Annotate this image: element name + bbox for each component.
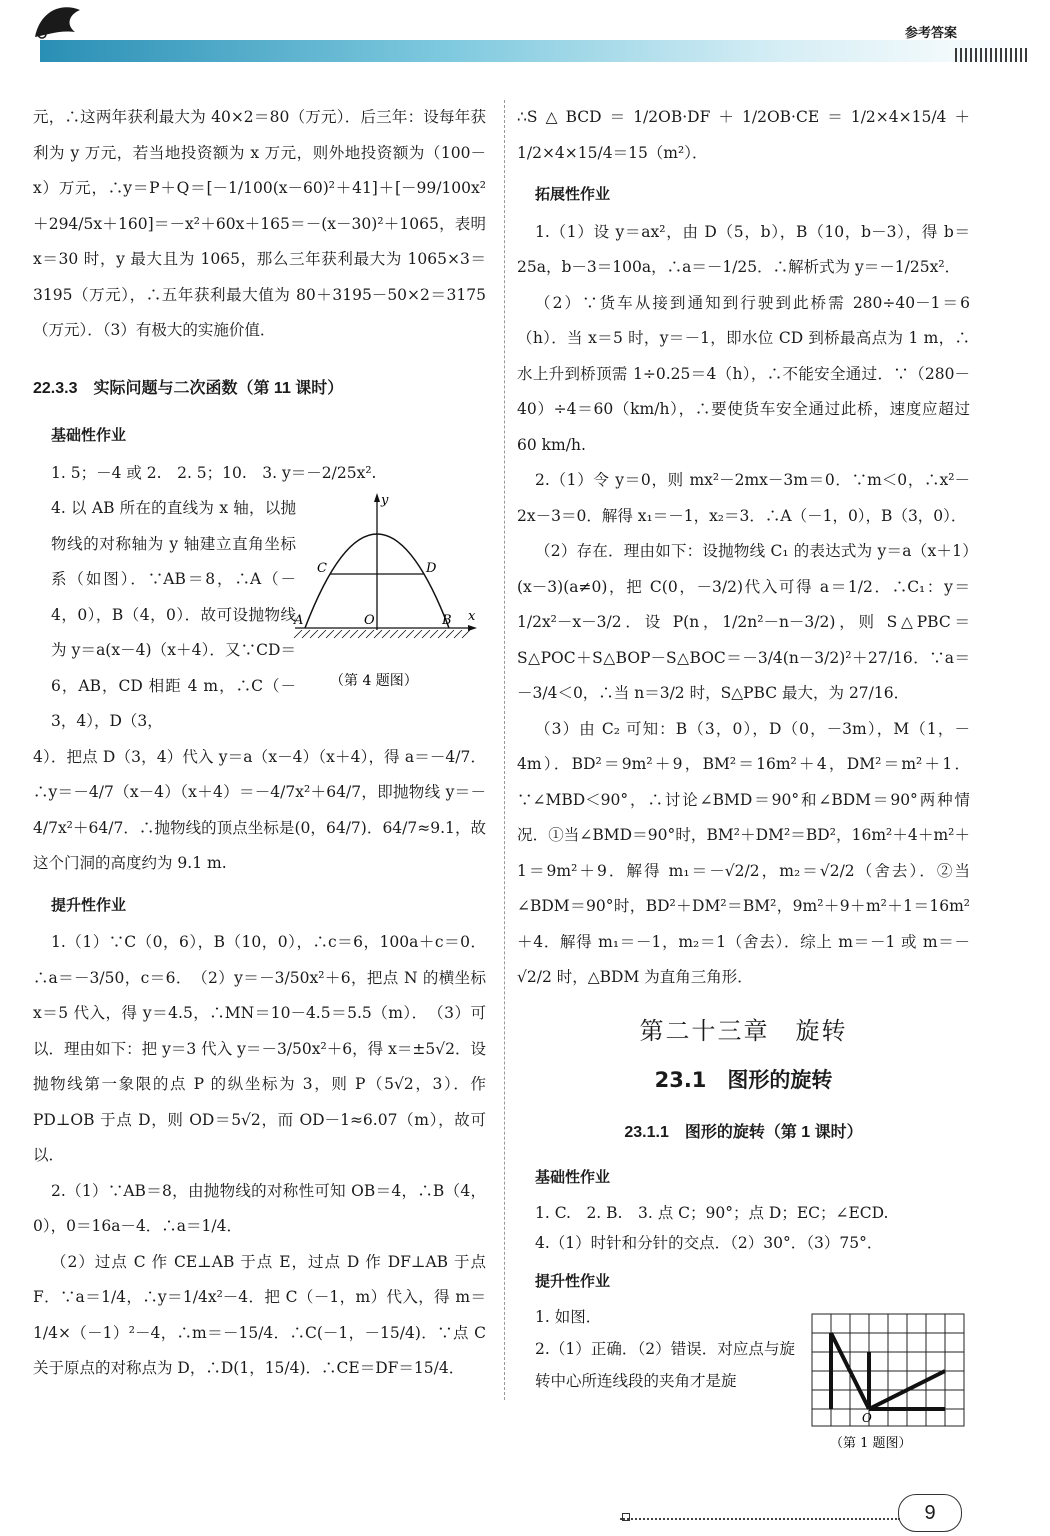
figure-1-caption: （第 1 题图） — [830, 1436, 912, 1451]
section-23-1-title: 23.1 图形的旋转 — [654, 1068, 833, 1092]
improve-answer-1: 1. 如图． — [535, 1308, 602, 1326]
footer-dotted-line — [620, 1518, 900, 1520]
parabola-diagram — [290, 490, 480, 720]
label-y: y — [381, 493, 389, 508]
grid-label-O: O — [862, 1411, 872, 1425]
improve-work-label: 提升性作业 — [51, 896, 127, 914]
right-column — [517, 100, 970, 1397]
improve-work-label-2: 提升性作业 — [535, 1272, 611, 1290]
improve-answer-2: 2.（1）正确．（2）错误．对应点与旋转中心所连线段的夹角才是旋 — [535, 1340, 795, 1390]
column-divider — [504, 100, 505, 1400]
header-title: 参考答案 — [905, 25, 958, 40]
label-C: C — [317, 561, 327, 576]
improve-question-1: 1.（1）∵C（0，6），B（10，0），∴c＝6，100a＋c＝0．∴a＝－3/50，c＝6． （2）y＝－3/50x²＋6，把点 N 的横坐标 x＝5 代入，得 y＝4.5，∴MN＝10－4.5＝5.5（m）． （3）可以．理由如下：把 y＝3 代入 y＝－3/50x²＋6，得 x＝±5√2．设抛物线第一象限的点 P 的纵坐标为 3，则 P（5√2，3）．作 PD⊥OB 于点 D，则 OD＝5√2，而 OD－1≈6.07（m），故可以． — [33, 933, 487, 1164]
intro-paragraph: 元，∴这两年获利最大为 40×2＝80（万元）．后三年：设每年获利为 y 万元，若当地投资额为 x 万元，则外地投资额为（100－x）万元，∴y＝P＋Q＝[－1/100(x－60)²＋41]＋[－99/100x²＋294/5x＋160]＝－x²＋60x＋165＝－(x－30)²＋1065，表明 x＝30 时，y 最大且为 1065，那么三年获利最大为 1065×3＝3195（万元），∴五年获利最大值为 80＋3195－50×2＝3175（万元）．（3）有极大的实施价值． — [33, 108, 486, 339]
leaf-logo-icon — [30, 2, 90, 42]
label-x: x — [468, 609, 476, 624]
header-band — [40, 40, 1030, 62]
page-number: 9 — [898, 1494, 962, 1532]
basic-answer-4: 4.（1）时针和分针的交点．（2）30°．（3）75°． — [535, 1233, 883, 1252]
question-4-part2: 4）．把点 D（3，4）代入 y＝a（x－4）（x＋4），得 a＝－4/7．∴y＝－4/7（x－4）（x＋4）＝－4/7x²＋64/7，即抛物线 y＝－4/7x²＋64/7．∴抛物线的顶点坐标是(0，64/7)．64/7≈9.1，故这个门洞的高度约为 9.1 m. — [33, 747, 486, 872]
extension-q2c: （3）由 C₂ 可知：B（3，0），D（0，－3m），M（1，－4m）．BD²＝9m²＋9，BM²＝16m²＋4，DM²＝m²＋1．∵∠MBD＜90°，∴讨论∠BMD＝90°和∠BDM＝90°两种情况．①当∠BMD＝90°时，BM²＋DM²＝BD²，16m²＋4＋m²＋1＝9m²＋9．解得 m₁＝－√2/2，m₂＝√2/2（舍去）．②当∠BDM＝90°时，BD²＋DM²＝BM²，9m²＋9＋m²＋1＝16m²＋4．解得 m₁＝－1，m₂＝1（舍去）．综上 m＝－1 或 m＝－√2/2 时，△BDM 为直角三角形． — [517, 719, 970, 986]
area-line: ∴S△BCD＝1/2OB·DF＋1/2OB·CE＝1/2×4×15/4＋1/2×4×15/4＝15（m²）． — [517, 108, 970, 162]
question-4-part1: 4. 以 AB 所在的直线为 x 轴，以抛物线的对称轴为 y 轴建立直角坐标系（如图）．∵AB＝8，∴A（－4，0），B（4，0）．故可设抛物线为 y＝a(x－4)（x＋4）．又∵CD＝6，AB，CD 相距 4 m，∴C（－3，4），D（3， — [51, 499, 296, 730]
extension-q1b: （2）∵货车从接到通知到行驶到此桥需 280÷40－1＝6（h）．当 x＝5 时，y＝－1，即水位 CD 到桥最高点为 1 m，∴水上升到桥顶需 1÷0.25＝4（h），∴不能安全通过．∵（280－40）÷4＝60（km/h），∴要使货车安全通过此桥，速度应超过 60 km/h. — [517, 293, 970, 454]
header-stripes — [955, 48, 1030, 62]
figure-1 — [810, 1312, 970, 1452]
basic-work-label: 基础性作业 — [51, 427, 127, 444]
improve-question-2a: 2.（1）∵AB＝8，由抛物线的对称性可知 OB＝4，∴B（4，0），0＝16a－4．∴a＝1/4． — [33, 1181, 486, 1235]
extension-q2a: 2.（1）令 y＝0，则 mx²－2mx－3m＝0．∵m＜0，∴x²－2x－3＝0．解得 x₁＝－1，x₂＝3．∴A（－1，0），B（3，0）． — [517, 471, 970, 525]
basic-answers-2: 1. C. 2. B. 3. 点 C；90°；点 D；EC；∠ECD. — [535, 1203, 889, 1222]
section-title-22-3-3: 22.3.3 实际问题与二次函数（第 11 课时） — [33, 379, 344, 397]
label-B: B — [442, 613, 452, 628]
page-header — [0, 0, 1050, 70]
figure-4 — [290, 490, 480, 720]
label-O: O — [364, 613, 375, 628]
improve-question-2b: （2）过点 C 作 CE⊥AB 于点 E，过点 D 作 DF⊥AB 于点 F．∵a＝1/4，∴y＝1/4x²－4．把 C（－1，m）代入，得 m＝1/4×（－1）²－4，∴m＝－15/4．∴C(－1，－15/4)．∵点 C 关于原点的对称点为 D，∴D(1，15/4)．∴CE＝DF＝15/4． — [33, 1252, 486, 1377]
extension-work-label: 拓展性作业 — [535, 186, 611, 203]
label-D: D — [426, 561, 437, 576]
left-column — [33, 100, 486, 1387]
figure-4-caption: （第 4 题图） — [330, 673, 418, 689]
basic-work-label-2: 基础性作业 — [535, 1169, 611, 1186]
lesson-23-1-1-title: 23.1.1 图形的旋转（第 1 课时） — [624, 1123, 863, 1141]
basic-answers: 1. 5；－4 或 2. 2. 5；10. 3. y＝－2/25x². — [51, 463, 377, 482]
extension-q1a: 1.（1）设 y＝ax²，由 D（5，b），B（10，b－3），得 b＝25a，b－3＝100a，∴a＝－1/25．∴解析式为 y＝－1/25x²． — [517, 222, 970, 276]
rotation-grid-diagram — [810, 1312, 970, 1452]
extension-q2b: （2）存在．理由如下：设抛物线 C₁ 的表达式为 y＝a（x＋1）(x－3)(a≠0)，把 C(0，－3/2)代入可得 a＝1/2．∴C₁：y＝1/2x²－x－3/2．设 P(n，1/2n²－n－3/2)，则 S△PBC＝S△POC＋S△BOP－S△BOC＝－3/4(n－3/2)²＋27/16．∵a＝－3/4＜0，∴当 n＝3/2 时，S△PBC 最大，为 27/16． — [517, 542, 970, 702]
label-A: A — [294, 613, 304, 628]
chapter-title: 第二十三章 旋转 — [639, 1016, 848, 1045]
